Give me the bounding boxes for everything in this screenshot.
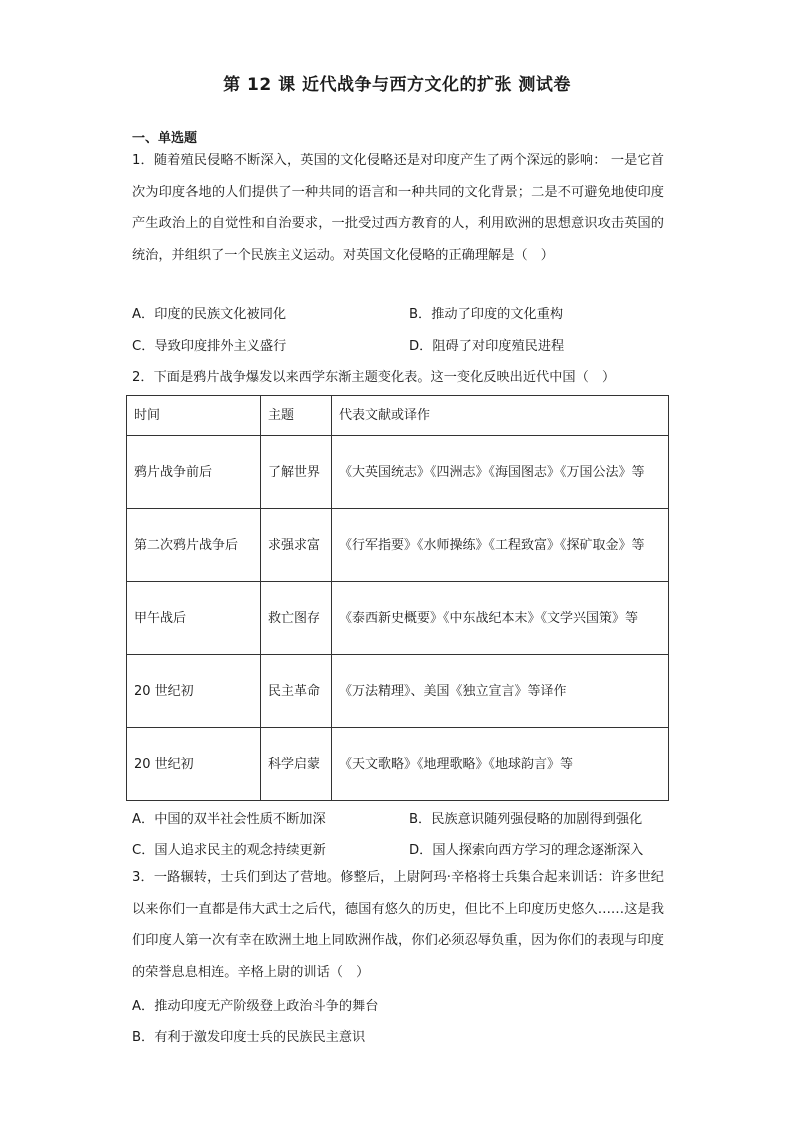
question-2-option-d: D．国人探索向西方学习的理念逐渐深入 <box>409 843 644 858</box>
table-cell-works: 《天文歌略》《地理歌略》《地球韵言》等 <box>332 728 669 801</box>
table-cell-works: 《行军指要》《水师操练》《工程致富》《探矿取金》等 <box>332 509 669 582</box>
table-row <box>127 728 669 801</box>
table-cell-works: 《大英国统志》《四洲志》《海国图志》《万国公法》等 <box>332 436 669 509</box>
question-3-option-b: B．有利于激发印度士兵的民族民主意识 <box>132 1030 366 1045</box>
question-1-stem: 1．随着殖民侵略不断深入，英国的文化侵略还是对印度产生了两个深远的影响： 一是它首次为印度各地的人们提供了一种共同的语言和一种共同的文化背景；二是不可避免地使印度产生政治上的自觉性和自治要求，一批受过西方教育的人，利用欧洲的思想意识攻击英国的统治，并组织了一个民族主义运动。对英国文化侵略的正确理解是（ ） <box>132 153 664 263</box>
table-cell-time: 鸦片战争前后 <box>127 436 261 509</box>
question-1-option-a: A．印度的民族文化被同化 <box>132 307 287 322</box>
question-2-stem: 2．下面是鸦片战争爆发以来西学东渐主题变化表。这一变化反映出近代中国（ ） <box>132 370 616 385</box>
table-header-cell: 时间 <box>127 396 261 436</box>
table-row <box>127 582 669 655</box>
table-row <box>127 436 669 509</box>
table-row <box>127 655 669 728</box>
question-2-table <box>126 395 669 801</box>
table-cell-theme: 了解世界 <box>261 436 332 509</box>
table-cell-time: 20 世纪初 <box>127 655 261 728</box>
question-1-option-c: C．导致印度排外主义盛行 <box>132 339 287 354</box>
table-cell-time: 第二次鸦片战争后 <box>127 509 261 582</box>
question-3-stem: 3．一路辗转，士兵们到达了营地。修整后，上尉阿玛·辛格将士兵集合起来训话：许多世纪以来你们一直都是伟大武士之后代，德国有悠久的历史，但比不上印度历史悠久……这是我们印度人第一次有幸在欧洲土地上同欧洲作战，你们必须忍辱负重，因为你们的表现与印度的荣誉息息相连。辛格上尉的训话（ ） <box>132 870 664 980</box>
table-cell-theme: 科学启蒙 <box>261 728 332 801</box>
table-cell-theme: 民主革命 <box>261 655 332 728</box>
table-header-row <box>127 396 669 436</box>
table-cell-theme: 求强求富 <box>261 509 332 582</box>
question-1-option-b: B．推动了印度的文化重构 <box>409 307 564 322</box>
table-cell-time: 20 世纪初 <box>127 728 261 801</box>
question-1-option-d: D．阻碍了对印度殖民进程 <box>409 339 565 354</box>
table-cell-time: 甲午战后 <box>127 582 261 655</box>
table-cell-works: 《万法精理》、美国《独立宣言》等译作 <box>332 655 669 728</box>
page-title: 第 12 课 近代战争与西方文化的扩张 测试卷 <box>223 75 571 95</box>
table-header-cell: 代表文献或译作 <box>332 396 669 436</box>
question-2-option-c: C．国人追求民主的观念持续更新 <box>132 843 326 858</box>
question-2-option-b: B．民族意识随列强侵略的加剧得到强化 <box>409 812 643 827</box>
table-cell-works: 《泰西新史概要》《中东战纪本末》《文学兴国策》等 <box>332 582 669 655</box>
section-heading: 一、单选题 <box>132 131 198 146</box>
table-header-cell: 主题 <box>261 396 332 436</box>
table-row <box>127 509 669 582</box>
table-cell-theme: 救亡图存 <box>261 582 332 655</box>
question-3-option-a: A．推动印度无产阶级登上政治斗争的舞台 <box>132 999 379 1014</box>
question-2-option-a: A．中国的双半社会性质不断加深 <box>132 812 326 827</box>
